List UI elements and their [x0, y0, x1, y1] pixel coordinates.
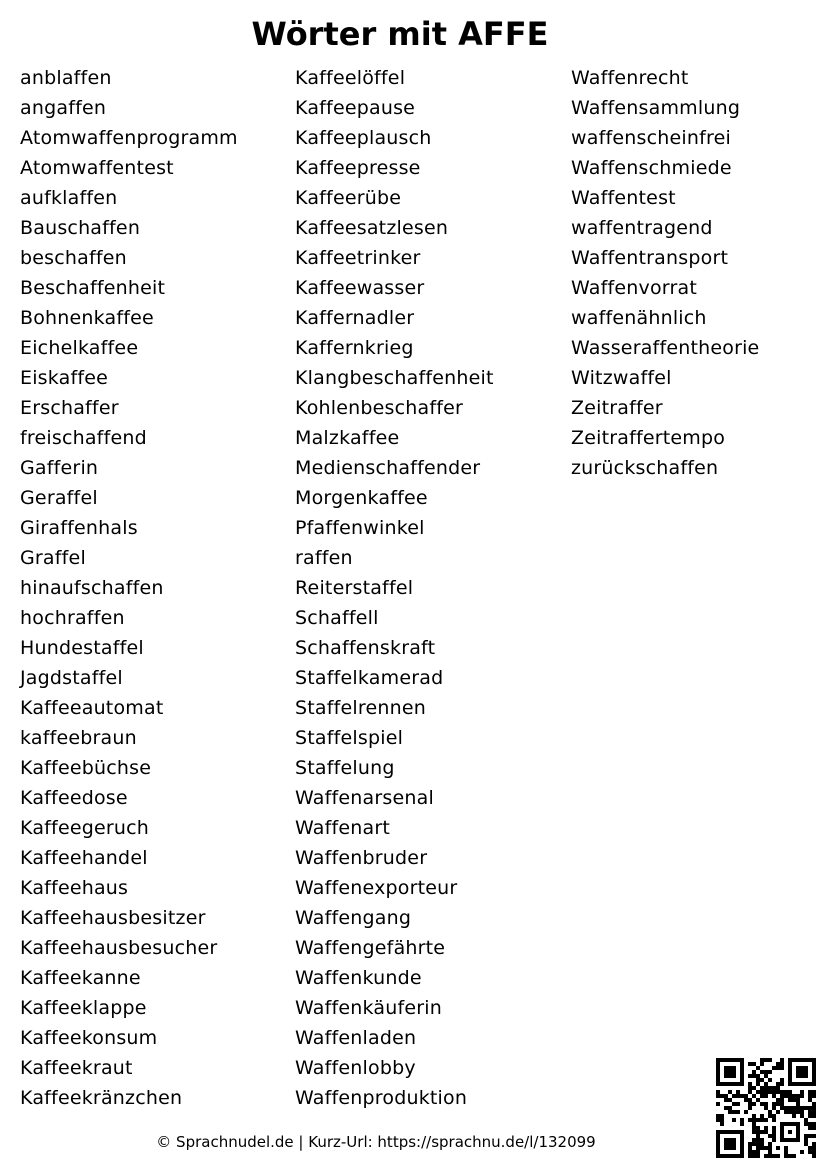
- word-list-item: angaffen: [20, 97, 107, 119]
- word-list-item: Waffenkäuferin: [295, 997, 442, 1019]
- word-list-item: Schaffell: [295, 607, 379, 629]
- word-list-item: Kaffeebüchse: [20, 757, 152, 779]
- word-list-item: Reiterstaffel: [295, 577, 414, 599]
- word-list-item: Kaffeedose: [20, 787, 128, 809]
- word-list-item: hochraffen: [20, 607, 125, 629]
- word-column-3: [571, 63, 759, 483]
- word-list-item: Pfaffenwinkel: [295, 517, 425, 539]
- word-list-item: Eiskaffee: [20, 367, 109, 389]
- word-column-1: [20, 63, 238, 1113]
- word-list-item: Waffenlobby: [295, 1057, 416, 1079]
- word-list-item: Kaffeekanne: [20, 967, 141, 989]
- word-list-item: Graffel: [20, 547, 86, 569]
- word-list-item: kaffeebraun: [20, 727, 137, 749]
- word-list-item: raffen: [295, 547, 353, 569]
- page-title: Wörter mit AFFE: [251, 15, 549, 53]
- word-list-item: Zeitraffertempo: [571, 427, 726, 449]
- word-list-item: hinaufschaffen: [20, 577, 164, 599]
- word-list-item: Kaffeekonsum: [20, 1027, 158, 1049]
- word-list-item: Kaffeeplausch: [295, 127, 432, 149]
- word-list-item: freischaffend: [20, 427, 147, 449]
- word-list-item: Medienschaffender: [295, 457, 481, 479]
- word-list-item: Erschaffer: [20, 397, 119, 419]
- word-list-item: Gafferin: [20, 457, 99, 479]
- word-list-item: Wasseraffentheorie: [571, 337, 760, 359]
- word-list-item: waffentragend: [571, 217, 713, 239]
- word-list-item: Waffengang: [295, 907, 412, 929]
- word-list-item: zurückschaffen: [571, 457, 719, 479]
- footer-text: © Sprachnudel.de | Kurz-Url: https://sprachnu.de/l/132099: [156, 1133, 596, 1151]
- word-list-item: Kaffeekraut: [20, 1057, 133, 1079]
- word-list-item: Kaffeekränzchen: [20, 1087, 183, 1109]
- word-list-item: Atomwaffenprogramm: [20, 127, 238, 149]
- word-list-item: waffenähnlich: [571, 307, 707, 329]
- word-list-item: Kaffeehandel: [20, 847, 148, 869]
- word-list-item: beschaffen: [20, 247, 127, 269]
- word-list-item: anblaffen: [20, 67, 112, 89]
- word-list-item: Waffenart: [295, 817, 391, 839]
- word-column-2: [295, 63, 494, 1113]
- word-list-item: Kaffernadler: [295, 307, 415, 329]
- qr-code-icon: [716, 1058, 816, 1158]
- word-list-item: Staffelung: [295, 757, 395, 779]
- word-list-item: Kaffeehausbesucher: [20, 937, 218, 959]
- word-list-item: Atomwaffentest: [20, 157, 174, 179]
- word-list-item: Waffenexporteur: [295, 877, 458, 899]
- word-list-item: Morgenkaffee: [295, 487, 428, 509]
- word-list-item: Waffensammlung: [571, 97, 741, 119]
- word-list-item: Kaffeehaus: [20, 877, 129, 899]
- word-list-item: Staffelspiel: [295, 727, 404, 749]
- word-list-item: Kaffernkrieg: [295, 337, 414, 359]
- word-list-item: Waffenvorrat: [571, 277, 697, 299]
- word-list-item: Waffentest: [571, 187, 676, 209]
- word-list-item: Schaffenskraft: [295, 637, 436, 659]
- word-list-item: Geraffel: [20, 487, 98, 509]
- word-list-item: Staffelrennen: [295, 697, 426, 719]
- word-list-item: Kohlenbeschaffer: [295, 397, 464, 419]
- word-list-item: Kaffeepresse: [295, 157, 421, 179]
- word-list-item: Kaffeetrinker: [295, 247, 421, 269]
- word-list-item: Beschaffenheit: [20, 277, 166, 299]
- word-list-item: waffenscheinfrei: [571, 127, 731, 149]
- word-list-item: Hundestaffel: [20, 637, 144, 659]
- word-list-item: Kaffeerübe: [295, 187, 402, 209]
- word-list-item: Kaffeesatzlesen: [295, 217, 449, 239]
- word-list-item: Bohnenkaffee: [20, 307, 154, 329]
- word-list-item: Kaffeewasser: [295, 277, 425, 299]
- word-list-item: Kaffeehausbesitzer: [20, 907, 206, 929]
- word-list-item: Waffenkunde: [295, 967, 422, 989]
- word-list-item: Bauschaffen: [20, 217, 141, 239]
- word-list-item: aufklaffen: [20, 187, 118, 209]
- word-list-item: Waffentransport: [571, 247, 729, 269]
- word-list-item: Witzwaffel: [571, 367, 672, 389]
- word-list-item: Kaffeeklappe: [20, 997, 147, 1019]
- word-list-item: Malzkaffee: [295, 427, 400, 449]
- word-list-item: Waffenladen: [295, 1027, 417, 1049]
- word-list-item: Waffenschmiede: [571, 157, 732, 179]
- word-list-item: Eichelkaffee: [20, 337, 139, 359]
- word-list-item: Waffenrecht: [571, 67, 689, 89]
- word-list-item: Waffenproduktion: [295, 1087, 468, 1109]
- word-list-item: Zeitraffer: [571, 397, 663, 419]
- word-list-item: Waffenarsenal: [295, 787, 434, 809]
- word-list-item: Kaffeelöffel: [295, 67, 406, 89]
- word-list-item: Kaffeeautomat: [20, 697, 164, 719]
- word-list-item: Jagdstaffel: [20, 667, 123, 689]
- word-list-item: Giraffenhals: [20, 517, 138, 539]
- word-list-item: Klangbeschaffenheit: [295, 367, 494, 389]
- word-list-item: Waffenbruder: [295, 847, 428, 869]
- word-list-item: Kaffeegeruch: [20, 817, 150, 839]
- word-list-item: Staffelkamerad: [295, 667, 444, 689]
- word-list-item: Waffengefährte: [295, 937, 446, 959]
- word-list-item: Kaffeepause: [295, 97, 416, 119]
